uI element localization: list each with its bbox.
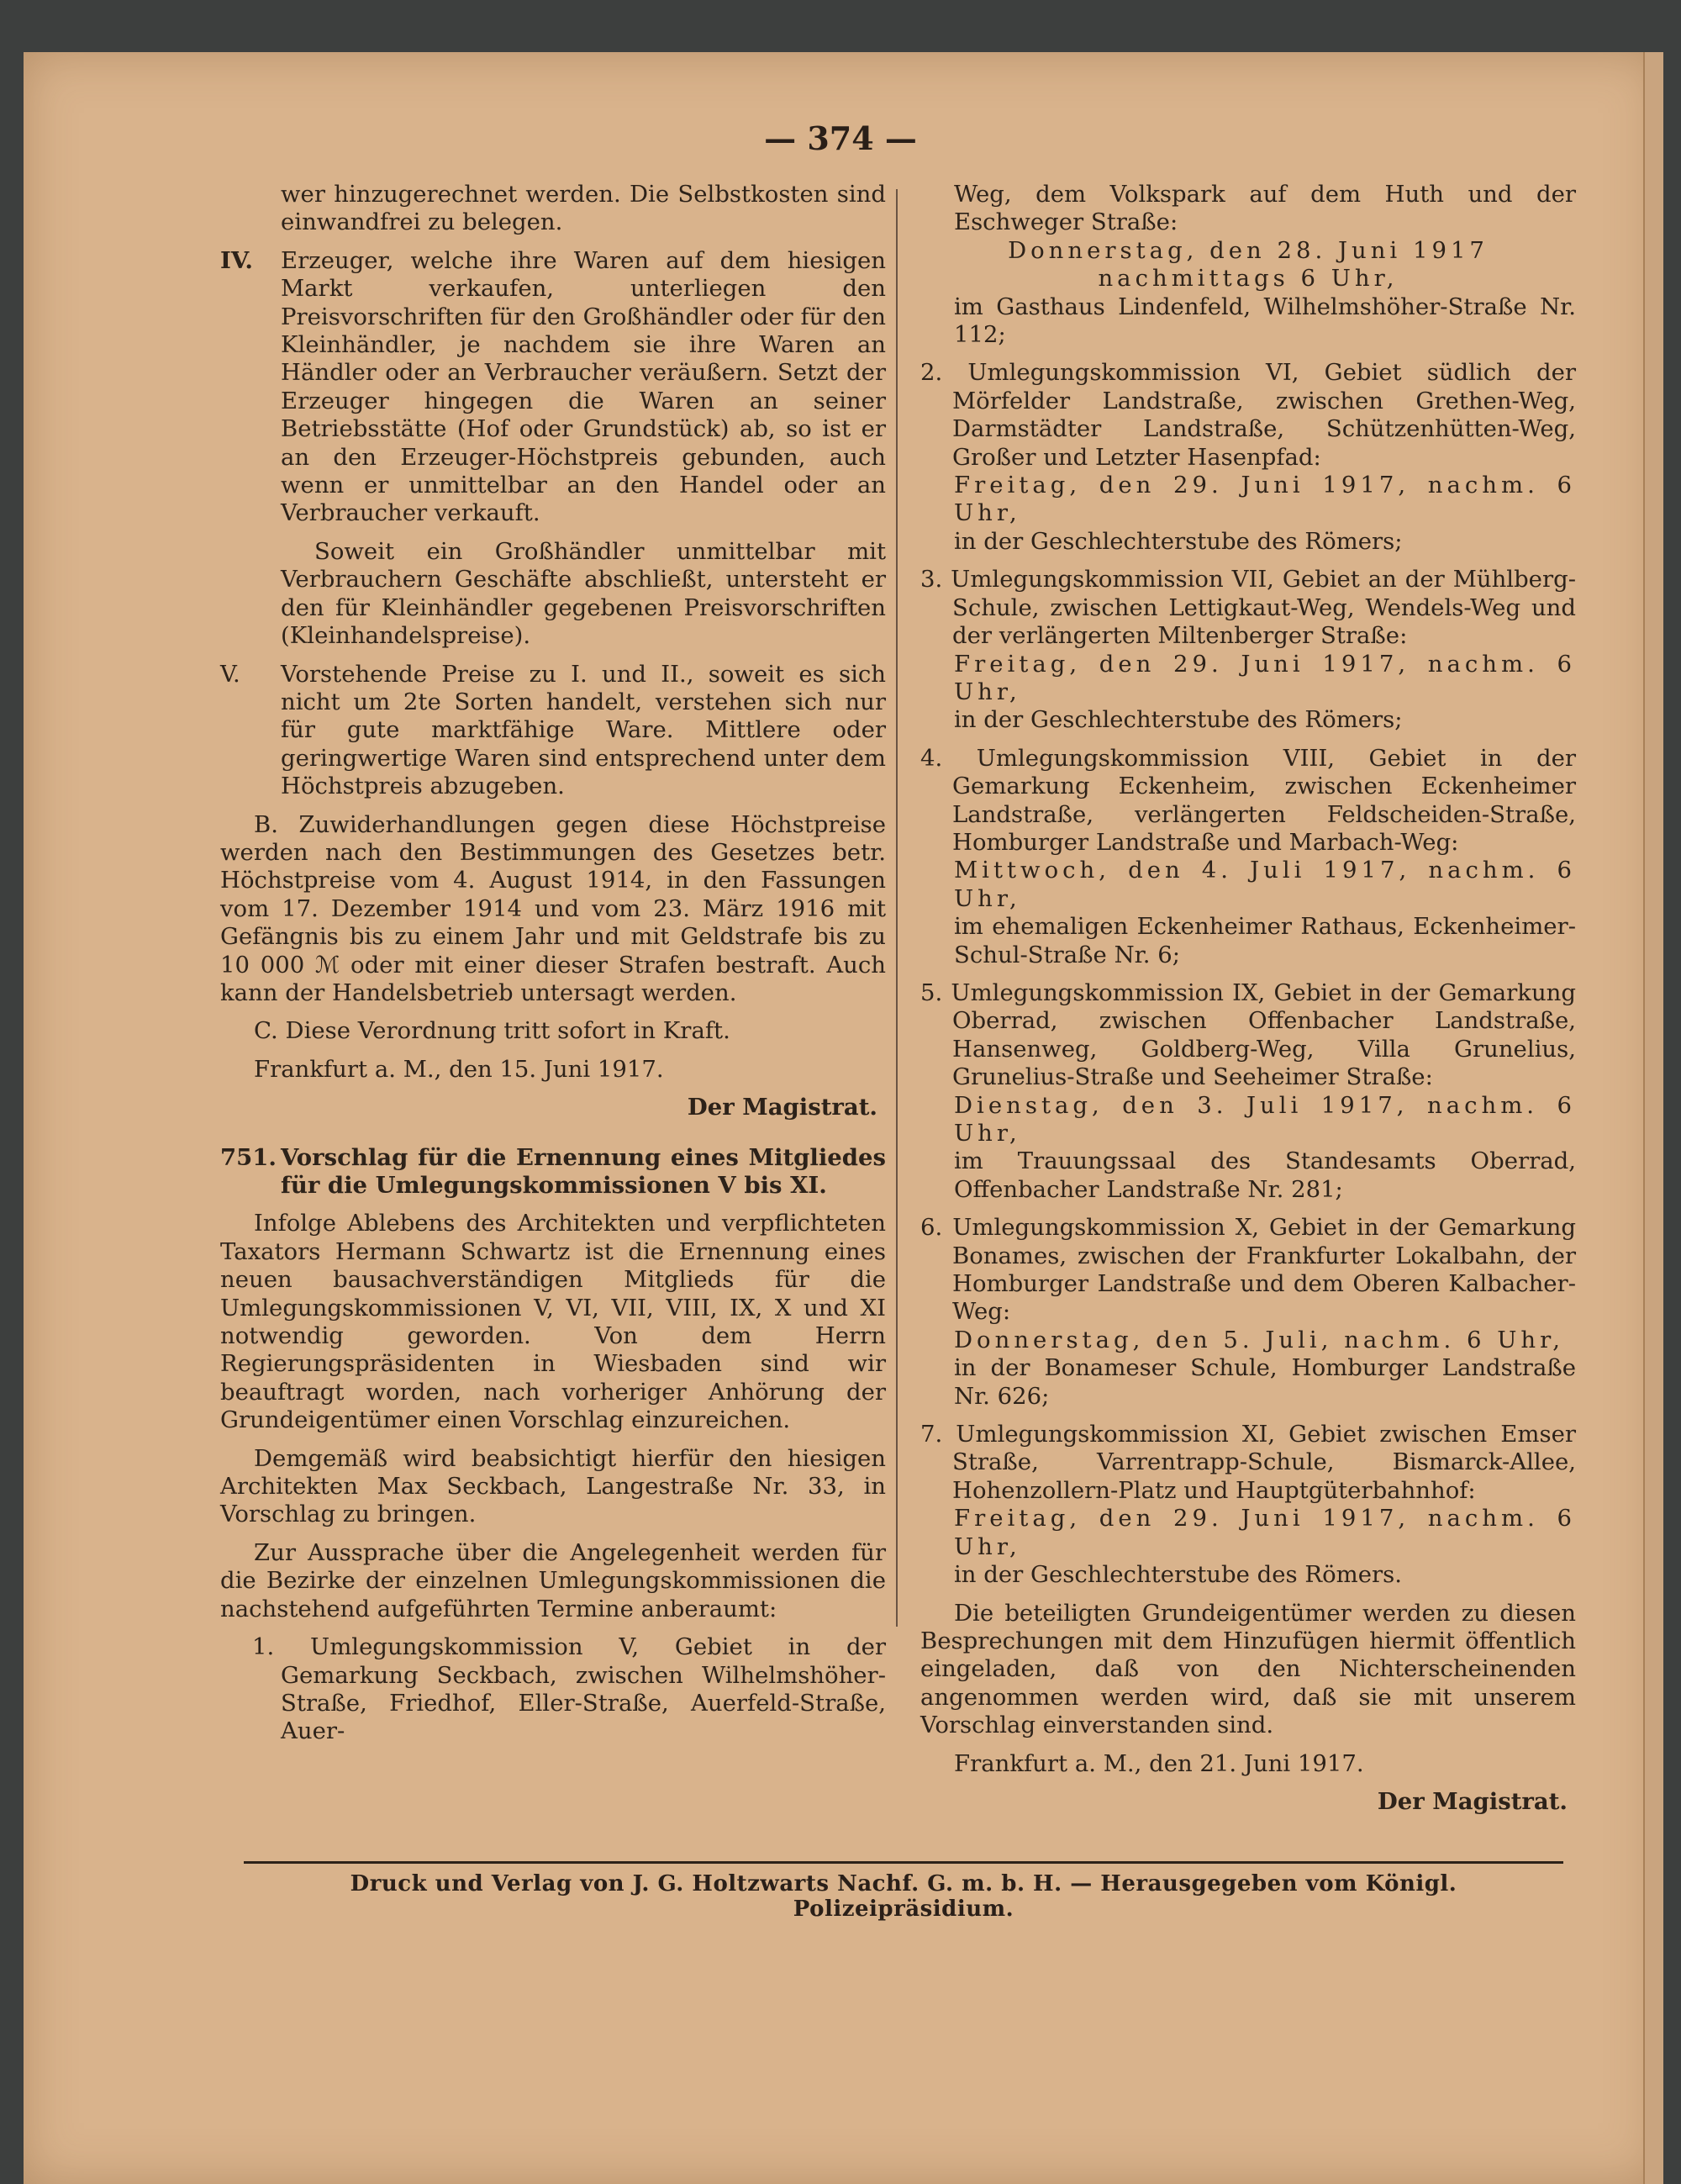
item-2-place: in der Geschlechterstube des Römers; bbox=[954, 527, 1403, 555]
dateline-1: Frankfurt a. M., den 15. Juni 1917. bbox=[254, 1055, 664, 1083]
section-c: C. Diese Verordnung tritt sofort in Kraft. bbox=[254, 1017, 730, 1045]
section-iv-text: Erzeuger, welche ihre Waren auf dem hiesigen Markt verkaufen, unterliegen den Preisvorschriften für den Großhändler oder für den Kleinhändler, je nachdem sie ihre Waren an Händler oder an Verbraucher veräußern. Setzt der Erzeuger hingegen die Waren an seiner Betriebsstätte (Hof oder Grundstück) ab, so ist er an den Erzeuger-Höchstpreis gebunden, auch wenn er unmittelbar an den Handel oder an Verbraucher verkauft. bbox=[281, 246, 886, 527]
item-1-time: nachmittags 6 Uhr, bbox=[1098, 265, 1399, 293]
paragraph-continuation: wer hinzugerechnet werden. Die Selbstkosten sind einwandfrei zu belegen. bbox=[281, 181, 886, 236]
list-item-3: 3. Umlegungskommission VII, Gebiet an der Mühlberg-Schule, zwischen Lettigkaut-Weg, Wendels-Weg und der verlängerten Miltenberger Straße: bbox=[920, 566, 1576, 650]
item-4-place: im ehemaligen Eckenheimer Rathaus, Eckenheimer-Schul-Straße Nr. 6; bbox=[954, 913, 1576, 968]
list-item-1: 1. Umlegungskommission V, Gebiet in der Gemarkung Seckbach, zwischen Wilhelmshöher-Straße, Friedhof, Eller-Straße, Auerfeld-Straße, Auer- bbox=[252, 1633, 886, 1745]
list-item-4: 4. Umlegungskommission VIII, Gebiet in der Gemarkung Eckenheim, zwischen Eckenheimer Landstraße, verlängerten Feldscheiden-Straße, Homburger Landstraße und Marbach-Weg: bbox=[920, 744, 1576, 856]
item-7-date: Freitag, den 29. Juni 1917, nachm. 6 Uhr, bbox=[954, 1505, 1576, 1560]
column-divider bbox=[896, 189, 898, 1627]
signature-2: Der Magistrat. bbox=[1377, 1787, 1568, 1815]
closing-paragraph: Die beteiligten Grundeigentümer werden zu diesen Besprechungen mit dem Hinzufügen hiermit öffentlich eingeladen, daß von den Nichterscheinenden angenommen werden wird, daß sie mit unserem Vorschlag einverstanden sind. bbox=[920, 1599, 1576, 1739]
item-6-date: Donnerstag, den 5. Juli, nachm. 6 Uhr, bbox=[954, 1326, 1564, 1353]
section-b: B. Zuwiderhandlungen gegen diese Höchstpreise werden nach den Bestimmungen des Gesetzes betr. Höchstpreise vom 4. August 1914, in den Fassungen vom 17. Dezember 1914 und vom 23. März 1916 mit Gefängnis bis zu einem Jahr und mit Geldstrafe bis zu 10 000 ℳ oder mit einer dieser Strafen bestraft. Auch kann der Handelsbetrieb untersagt werden. bbox=[220, 810, 886, 1006]
item-1-place: im Gasthaus Lindenfeld, Wilhelmshöher-Straße Nr. 112; bbox=[954, 293, 1576, 349]
section-iv-paragraph-2: Soweit ein Großhändler unmittelbar mit Verbrauchern Geschäfte abschließt, untersteht er den für Kleinhändler gegebenen Preisvorschriften (Kleinhandelspreise). bbox=[281, 537, 886, 650]
list-item-1-continued: Weg, dem Volkspark auf dem Huth und der Eschweger Straße: bbox=[954, 181, 1576, 236]
heading-751 bbox=[220, 1144, 886, 1200]
item-7-place: in der Geschlechterstube des Römers. bbox=[954, 1561, 1402, 1589]
section-v-text: Vorstehende Preise zu I. und II., soweit es sich nicht um 2te Sorten handelt, verstehen sich nur für gute marktfähige Ware. Mittlere oder geringwertige Waren sind entsprechend unter dem Höchstpreis abzugeben. bbox=[281, 660, 886, 800]
item-4-date: Mittwoch, den 4. Juli 1917, nachm. 6 Uhr, bbox=[954, 857, 1576, 912]
page-edge bbox=[1643, 52, 1663, 2184]
item-3-place: in der Geschlechterstube des Römers; bbox=[954, 706, 1403, 734]
signature-1: Der Magistrat. bbox=[687, 1094, 877, 1121]
section-v bbox=[220, 661, 886, 801]
section-iv-label: IV. bbox=[220, 246, 253, 274]
heading-751-number: 751. bbox=[220, 1143, 277, 1171]
item-6-place: in der Bonameser Schule, Homburger Landstraße Nr. 626; bbox=[954, 1354, 1576, 1410]
list-item-7: 7. Umlegungskommission XI, Gebiet zwischen Emser Straße, Varrentrapp-Schule, Bismarck-Allee, Hohenzollern-Platz und Hauptgüterbahnhof: bbox=[920, 1421, 1576, 1504]
dateline-2: Frankfurt a. M., den 21. Juni 1917. bbox=[954, 1749, 1364, 1777]
paragraph-751-b: Demgemäß wird beabsichtigt hierfür den hiesigen Architekten Max Seckbach, Langestraße Nr. 33, in Vorschlag zu bringen. bbox=[220, 1444, 886, 1528]
left-column bbox=[220, 181, 886, 1746]
right-column bbox=[920, 181, 1576, 1816]
list-item-5: 5. Umlegungskommission IX, Gebiet in der Gemarkung Oberrad, zwischen Offenbacher Landstraße, Hansenweg, Goldberg-Weg, Villa Grunelius, Grunelius-Straße und Seeheimer Straße: bbox=[920, 979, 1576, 1091]
item-5-date: Dienstag, den 3. Juli 1917, nachm. 6 Uhr, bbox=[954, 1091, 1576, 1147]
item-1-date: Donnerstag, den 28. Juni 1917 bbox=[1008, 236, 1489, 264]
item-3-date: Freitag, den 29. Juni 1917, nachm. 6 Uhr, bbox=[954, 650, 1576, 705]
paragraph-751-c: Zur Aussprache über die Angelegenheit werden für die Bezirke der einzelnen Umlegungskommissionen die nachstehend aufgeführten Termine anberaumt: bbox=[220, 1538, 886, 1622]
item-5-place: im Trauungssaal des Standesamts Oberrad, Offenbacher Landstraße Nr. 281; bbox=[954, 1147, 1576, 1203]
paragraph-751-a: Infolge Ablebens des Architekten und verpflichteten Taxators Hermann Schwartz ist die Ernennung eines neuen bausachverständigen Mitglieds für die Umlegungskommissionen V, VI, VII, VIII, IX, X und XI notwendig geworden. Von dem Herrn Regierungspräsidenten in Wiesbaden sind wir beauftragt worden, nach vorheriger Anhörung der Grundeigentümer einen Vorschlag einzureichen. bbox=[220, 1210, 886, 1434]
heading-751-title: Vorschlag für die Ernennung eines Mitgliedes für die Umlegungskommissionen V bis XI. bbox=[281, 1143, 886, 1199]
page-number: — 374 — bbox=[764, 119, 917, 157]
list-item-6: 6. Umlegungskommission X, Gebiet in der Gemarkung Bonames, zwischen der Frankfurter Lokalbahn, der Homburger Landstraße und dem Oberen Kalbacher-Weg: bbox=[920, 1214, 1576, 1326]
footer-rule bbox=[244, 1861, 1563, 1864]
printer-imprint: Druck und Verlag von J. G. Holtzwarts Nachf. G. m. b. H. — Herausgegeben vom Königl. Polizeipräsidium. bbox=[350, 1871, 1457, 1922]
list-item-2: 2. Umlegungskommission VI, Gebiet südlich der Mörfelder Landstraße, zwischen Grethen-Weg, Darmstädter Landstraße, Schützenhütten-Weg, Großer und Letzter Hasenpfad: bbox=[920, 359, 1576, 471]
section-v-label: V. bbox=[220, 660, 240, 688]
section-iv bbox=[220, 247, 886, 528]
item-2-date: Freitag, den 29. Juni 1917, nachm. 6 Uhr, bbox=[954, 472, 1576, 527]
